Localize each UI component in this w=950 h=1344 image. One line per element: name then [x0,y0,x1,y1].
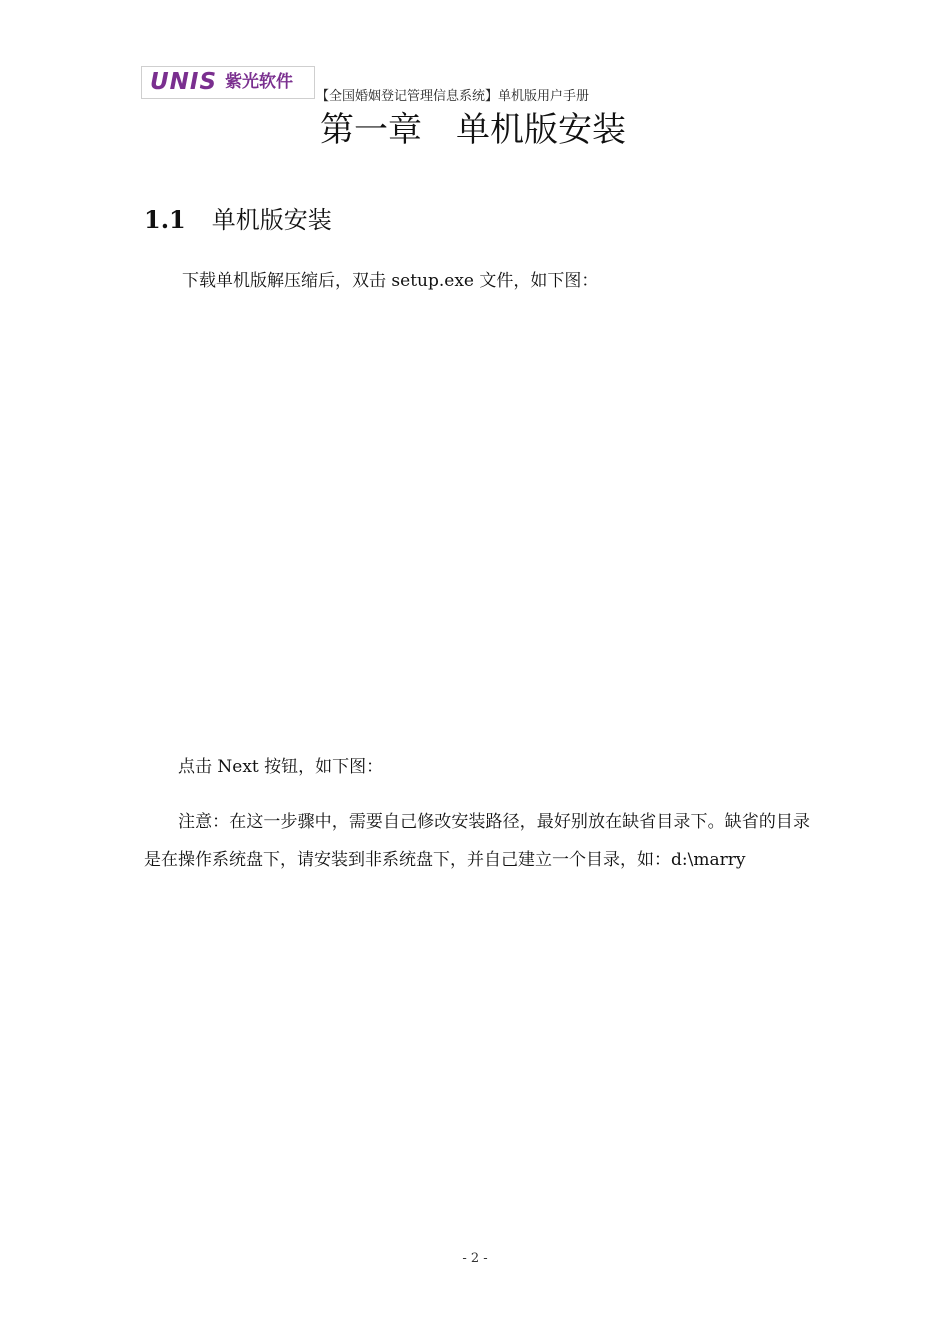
chapter-title: 第一章 单机版安装 [320,110,626,150]
logo-wordmark: UNIS [150,69,218,95]
logo-company-name: 紫光软件 [225,72,294,92]
section-title: 单机版安装 [211,206,332,234]
section-heading [144,203,332,237]
section-number: 1.1 [144,205,186,234]
running-header-title: 【全国婚姻登记管理信息系统】单机版用户手册 [316,89,590,104]
paragraph-note: 注意：在这一步骤中，需要自己修改安装路径，最好别放在缺省目录下。缺省的目录是在操作系统盘下，请安装到非系统盘下，并自己建立一个目录，如：d:\marry [144,812,810,870]
page-number: - 2 - [462,1251,488,1266]
paragraph-download: 下载单机版解压缩后，双击 setup.exe 文件，如下图： [182,271,599,291]
company-logo [141,66,315,99]
paragraph-click-next: 点击 Next 按钮，如下图： [178,757,384,777]
